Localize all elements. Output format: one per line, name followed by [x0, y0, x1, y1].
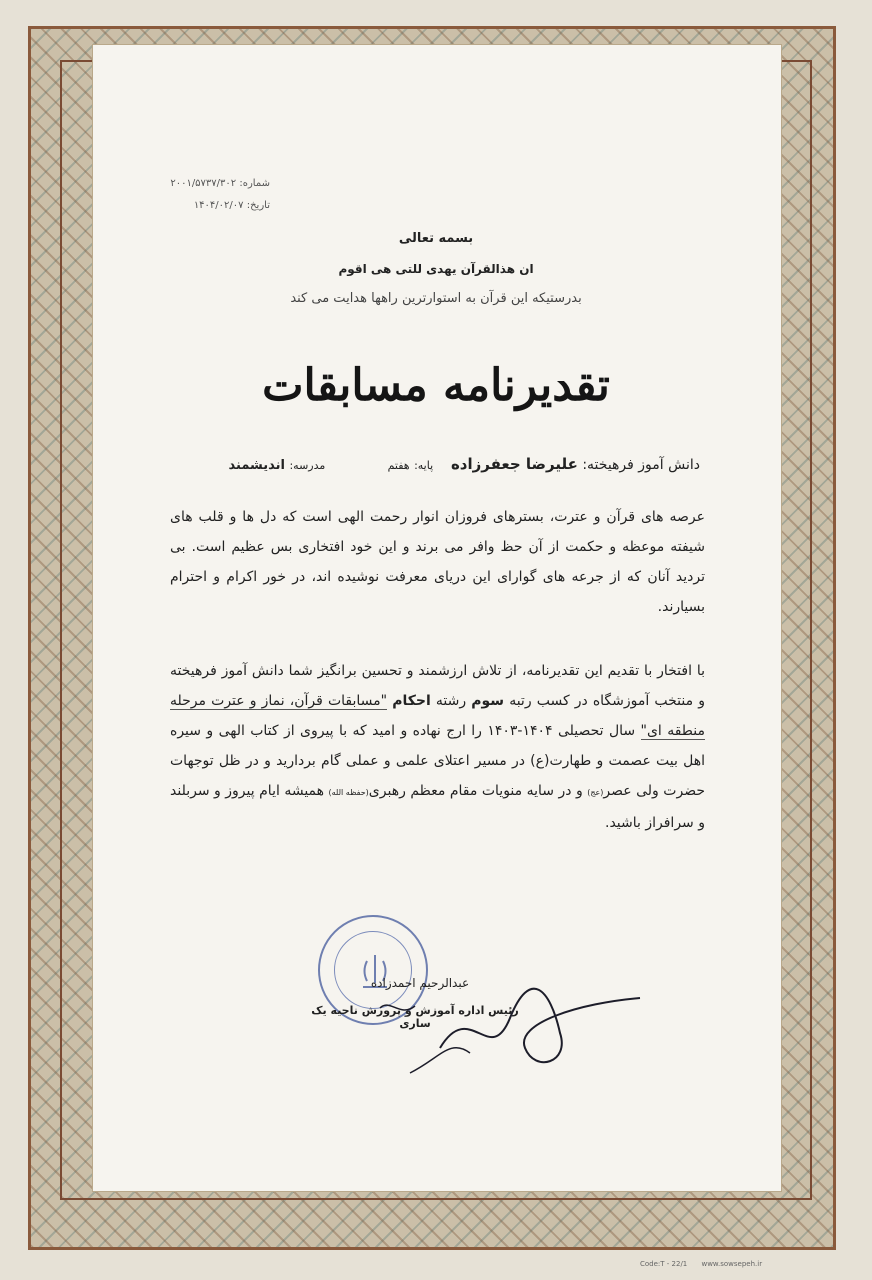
footer-code: Code:T - 22/1: [640, 1260, 688, 1268]
field-value: احکام: [392, 693, 431, 709]
ajj-mark: (عج): [587, 788, 604, 797]
signer-name: عبدالرحیم احمدزاده: [370, 976, 470, 990]
appreciation-part1: با افتخار با تقدیم این تقدیرنامه، از تلاش ارزشمند و تحسین برانگیز شما دانش آموز فرهیخته و منتخب آموزشگاه در کسب رتبه: [170, 663, 706, 709]
basmala: بسمه تعالی: [398, 231, 474, 246]
handwritten-signature: [320, 978, 650, 1078]
student-name: علیرضا جعفرزاده: [450, 455, 578, 473]
number-date-block: [140, 173, 270, 217]
school-value: اندیشمند: [228, 458, 286, 473]
appreciation-part5: همیشه ایام پیروز و سربلند و سرافراز باشید.: [170, 783, 705, 831]
student-label: دانش آموز فرهیخته:: [582, 457, 700, 473]
footer-site: www.sowsepeh.ir: [701, 1260, 763, 1268]
paragraph-appreciation: [170, 656, 705, 838]
hafiz-mark: (حفظه الله): [328, 788, 369, 797]
school-label: مدرسه:: [289, 459, 326, 472]
appreciation-part4: و در سایه منویات مقام معظم رهبری: [368, 783, 583, 799]
grade-value: هفتم: [387, 459, 410, 472]
paragraph-intro: عرصه های قرآن و عترت، بسترهای فروزان انوار رحمت الهی است که دل ها و قلب های شیفته موعظه و حکمت از آن حظ وافر می برند و این خود افتخاری بس عظیم است. بی تردید آنان که از جرعه های گوارای این دریای معرفت نوشیده اند، در خور اکرام و احترام بسیارند.: [170, 509, 705, 615]
number-value: ۲۰۰۱/۵۷۳۷/۳۰۲: [170, 178, 237, 189]
date-line: [140, 195, 270, 217]
rank-value: سوم: [471, 693, 505, 709]
footer: [640, 1260, 774, 1268]
date-value: ۱۴۰۴/۰۲/۰۷: [193, 200, 244, 211]
competition-name: "مسابقات قرآن، نماز و عترت مرحله منطقه ای": [170, 693, 705, 739]
quran-verse: ان هذالقرآن یهدی للتی هی اقوم: [338, 262, 534, 276]
student-info-row: [170, 455, 700, 473]
appreciation-part2: رشته: [435, 693, 467, 709]
certificate-title: تقدیرنامه مسابقات: [262, 360, 610, 411]
number-line: [140, 173, 270, 195]
number-label: شماره:: [239, 178, 270, 189]
grade-label: پایه:: [414, 459, 434, 472]
signer-title: رئیس اداره آموزش و پرورش ناحیه یک ساری: [311, 1004, 519, 1030]
verse-translation: بدرستیکه این قرآن به استوارترین راهها هدایت می کند: [290, 291, 582, 306]
date-label: تاریخ:: [246, 200, 270, 211]
appreciation-part3: سال تحصیلی ۱۴۰۴-۱۴۰۳ را ارج نهاده و امید که با پیروی از کتاب الهی و سیره اهل بیت عصمت و طهارت(ع) در مسیر اعتلای علمی و عملی گام بردارید و در ظل توجهات حضرت ولی عصر: [170, 723, 705, 799]
